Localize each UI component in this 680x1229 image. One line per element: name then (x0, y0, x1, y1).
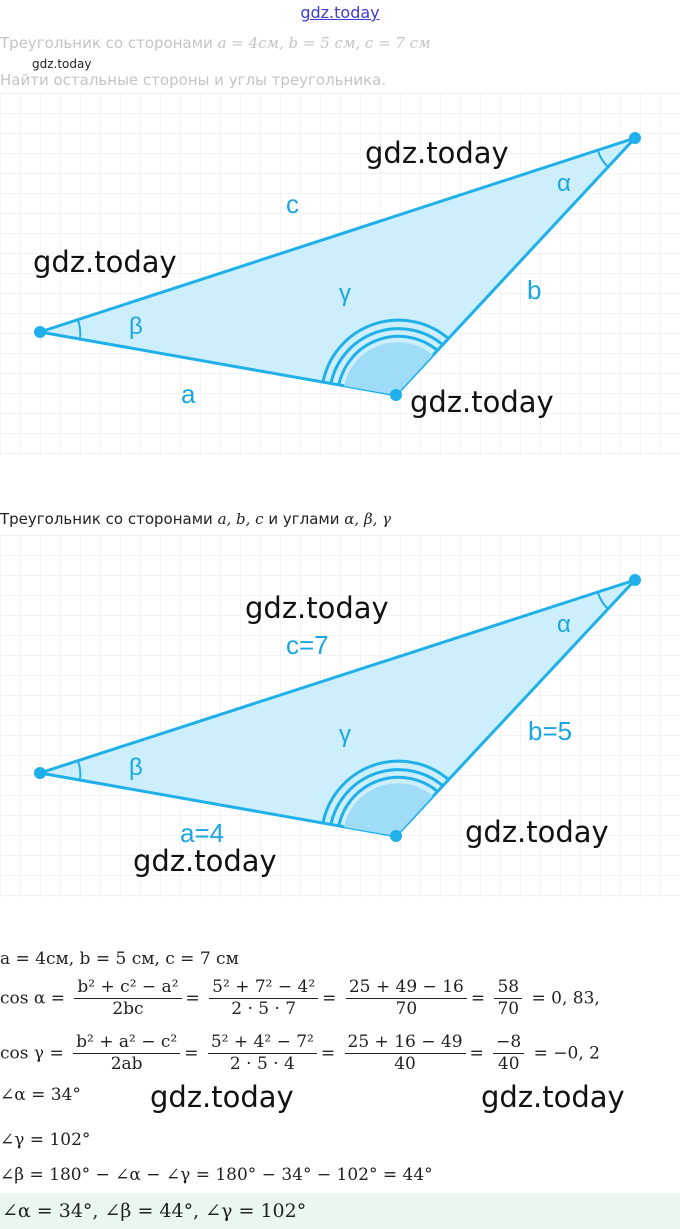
watermark: gdz.today (481, 1080, 625, 1114)
fraction (493, 1032, 524, 1076)
denominator: 2 · 5 · 4 (229, 1054, 295, 1075)
task-line-1-math: a = 4см, b = 5 см, c = 7 см (217, 34, 431, 52)
label-a: a=4 (180, 818, 225, 848)
cos-gamma-formula: cos γ = $\frac{\text{b² + a² − c²}}{2ab}$ = $\frac{\text{5² + 4² − 7²}}{2 \cdot 5 \cdot 4}$ = $\frac{25 + 16 - 49}{40}$ = $\frac{-8}{40}$ = −0, 2 (0, 1032, 600, 1075)
task-line-1 (0, 34, 431, 52)
cos-alpha-formula: cos α = $\frac{\text{b² + c² − a²}}{2bc}$ = $\frac{\text{5² + 7² − 4²}}{2 \cdot 5 \cdot 7}$ = $\frac{25 + 49 - 16}{70}$ = $\frac{58}{70}$ = 0, 83, (0, 977, 600, 1020)
numerator: −8 (493, 1032, 524, 1054)
watermark: gdz.today (465, 815, 609, 849)
fraction (74, 977, 181, 1021)
vertex-a (34, 767, 46, 779)
numerator: 5² + 4² − 7² (208, 1032, 317, 1054)
angle-gamma-line: ∠γ = 102° (0, 1130, 91, 1150)
denominator: 2ab (110, 1054, 143, 1075)
fraction (209, 977, 318, 1021)
angle-beta-line: ∠β = 180° − ∠α − ∠γ = 180° − 34° − 102° = 44° (0, 1165, 433, 1185)
site-link[interactable]: gdz.today (300, 3, 380, 22)
vertex-b (629, 132, 641, 144)
cos-alpha-result: = 0, 83, (531, 988, 600, 1009)
label-gamma: γ (339, 280, 351, 307)
denominator: 70 (395, 999, 418, 1020)
label-a: a (181, 379, 196, 409)
numerator: 58 (494, 977, 522, 999)
denominator: 2 · 5 · 7 (231, 999, 297, 1020)
label-beta: β (129, 754, 143, 781)
triangle-figure-2 (0, 535, 680, 897)
task-line-1-text: Треугольник со сторонами (0, 34, 213, 52)
watermark: gdz.today (365, 136, 509, 170)
denominator: 2bc (112, 999, 144, 1020)
label-beta: β (129, 313, 143, 340)
watermark: gdz.today (245, 591, 389, 625)
small-watermark: gdz.today (32, 57, 92, 71)
label-alpha: α (557, 170, 571, 197)
answer-box (0, 1193, 680, 1229)
numerator: 5² + 7² − 4² (209, 977, 318, 999)
solution-given: a = 4см, b = 5 см, c = 7 см (0, 949, 239, 969)
vertex-c (390, 830, 402, 842)
triangle-figure-1 (0, 93, 680, 455)
watermark: gdz.today (410, 385, 554, 419)
denominator: 40 (394, 1054, 416, 1075)
fraction (73, 1032, 180, 1076)
vertex-b (629, 574, 641, 586)
vertex-a (34, 326, 46, 338)
caption-text-2: и углами (268, 510, 340, 528)
fraction (494, 977, 522, 1021)
label-gamma: γ (339, 721, 351, 748)
label-b: b=5 (528, 716, 573, 746)
watermark: gdz.today (33, 245, 177, 279)
watermark: gdz.today (150, 1080, 294, 1114)
cos-alpha-lhs: cos α = (0, 988, 66, 1009)
caption-sides: a, b, c (217, 510, 264, 528)
label-c: c=7 (286, 630, 329, 660)
vertex-c (390, 389, 402, 401)
caption-angles: α, β, γ (344, 510, 392, 528)
angle-alpha-line: ∠α = 34° (0, 1085, 81, 1105)
label-c: c (286, 189, 299, 219)
figure-caption (0, 510, 391, 528)
watermark: gdz.today (133, 844, 277, 878)
numerator: 25 + 16 − 49 (345, 1032, 466, 1054)
numerator: b² + a² − c² (73, 1032, 180, 1054)
cos-gamma-lhs: cos γ = (0, 1043, 64, 1064)
answer-text: ∠α = 34°, ∠β = 44°, ∠γ = 102° (2, 1200, 307, 1222)
numerator: b² + c² − a² (74, 977, 181, 999)
fraction (346, 977, 467, 1021)
numerator: 25 + 49 − 16 (346, 977, 467, 999)
label-b: b (527, 275, 542, 305)
cos-gamma-result: = −0, 2 (533, 1043, 600, 1064)
label-alpha: α (557, 611, 571, 638)
denominator: 70 (497, 999, 520, 1020)
denominator: 40 (497, 1054, 520, 1075)
caption-text-1: Треугольник со сторонами (0, 510, 213, 528)
fraction (208, 1032, 317, 1076)
task-line-2: Найти остальные стороны и углы треугольника. (0, 71, 387, 89)
fraction (345, 1032, 466, 1076)
